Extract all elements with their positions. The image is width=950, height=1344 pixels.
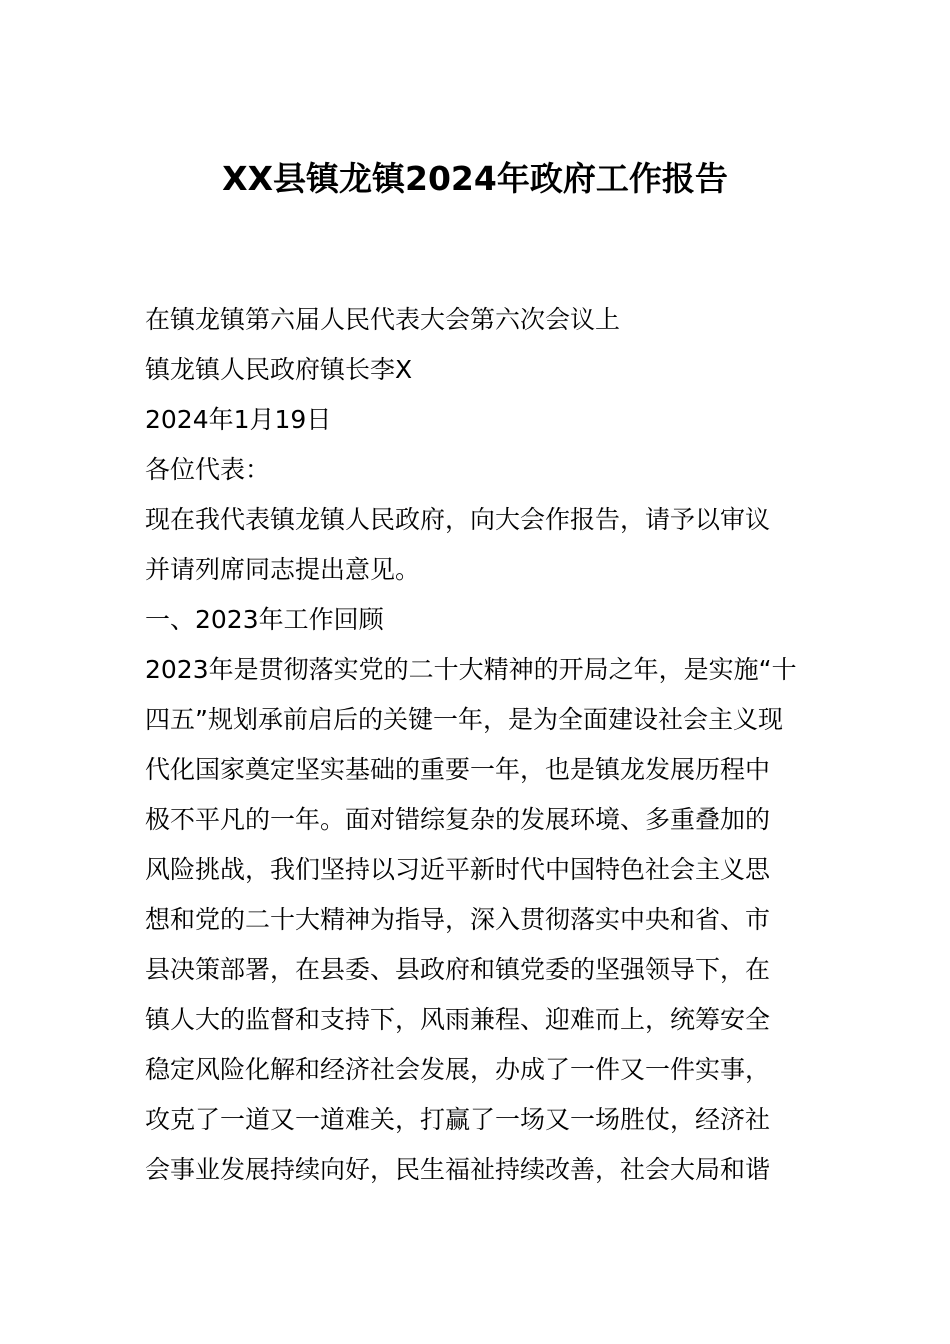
paragraph-line: 稳定风险化解和经济社会发展，办成了一件又一件实事，	[145, 1055, 771, 1084]
salutation-line: 各位代表：	[145, 455, 271, 484]
paragraph-line: 镇人大的监督和支持下，风雨兼程、迎难而上，统筹安全	[145, 1005, 771, 1034]
date-line: 2024年1月19日	[145, 405, 332, 434]
section-heading: 一、2023年工作回顾	[145, 605, 384, 634]
meeting-line: 在镇龙镇第六届人民代表大会第六次会议上	[145, 305, 621, 334]
intro-line: 并请列席同志提出意见。	[145, 555, 421, 584]
paragraph-line: 县决策部署，在县委、县政府和镇党委的坚强领导下，在	[145, 955, 771, 984]
paragraph-line: 攻克了一道又一道难关，打赢了一场又一场胜仗，经济社	[145, 1105, 771, 1134]
document-body	[145, 295, 810, 1195]
intro-line: 现在我代表镇龙镇人民政府，向大会作报告，请予以审议	[145, 505, 771, 534]
paragraph-line: 四五”规划承前启后的关键一年，是为全面建设社会主义现	[145, 705, 783, 734]
paragraph-line: 风险挑战，我们坚持以习近平新时代中国特色社会主义思	[145, 855, 771, 884]
paragraph-line: 极不平凡的一年。面对错综复杂的发展环境、多重叠加的	[145, 805, 771, 834]
paragraph-line: 想和党的二十大精神为指导，深入贯彻落实中央和省、市	[145, 905, 771, 934]
paragraph-line: 代化国家奠定坚实基础的重要一年，也是镇龙发展历程中	[145, 755, 771, 784]
document-title: XX县镇龙镇2024年政府工作报告	[222, 159, 728, 198]
speaker-line: 镇龙镇人民政府镇长李X	[145, 355, 413, 384]
paragraph-line: 2023年是贯彻落实党的二十大精神的开局之年，是实施“十	[145, 655, 797, 684]
paragraph-line: 会事业发展持续向好，民生福祉持续改善，社会大局和谐	[145, 1155, 771, 1184]
